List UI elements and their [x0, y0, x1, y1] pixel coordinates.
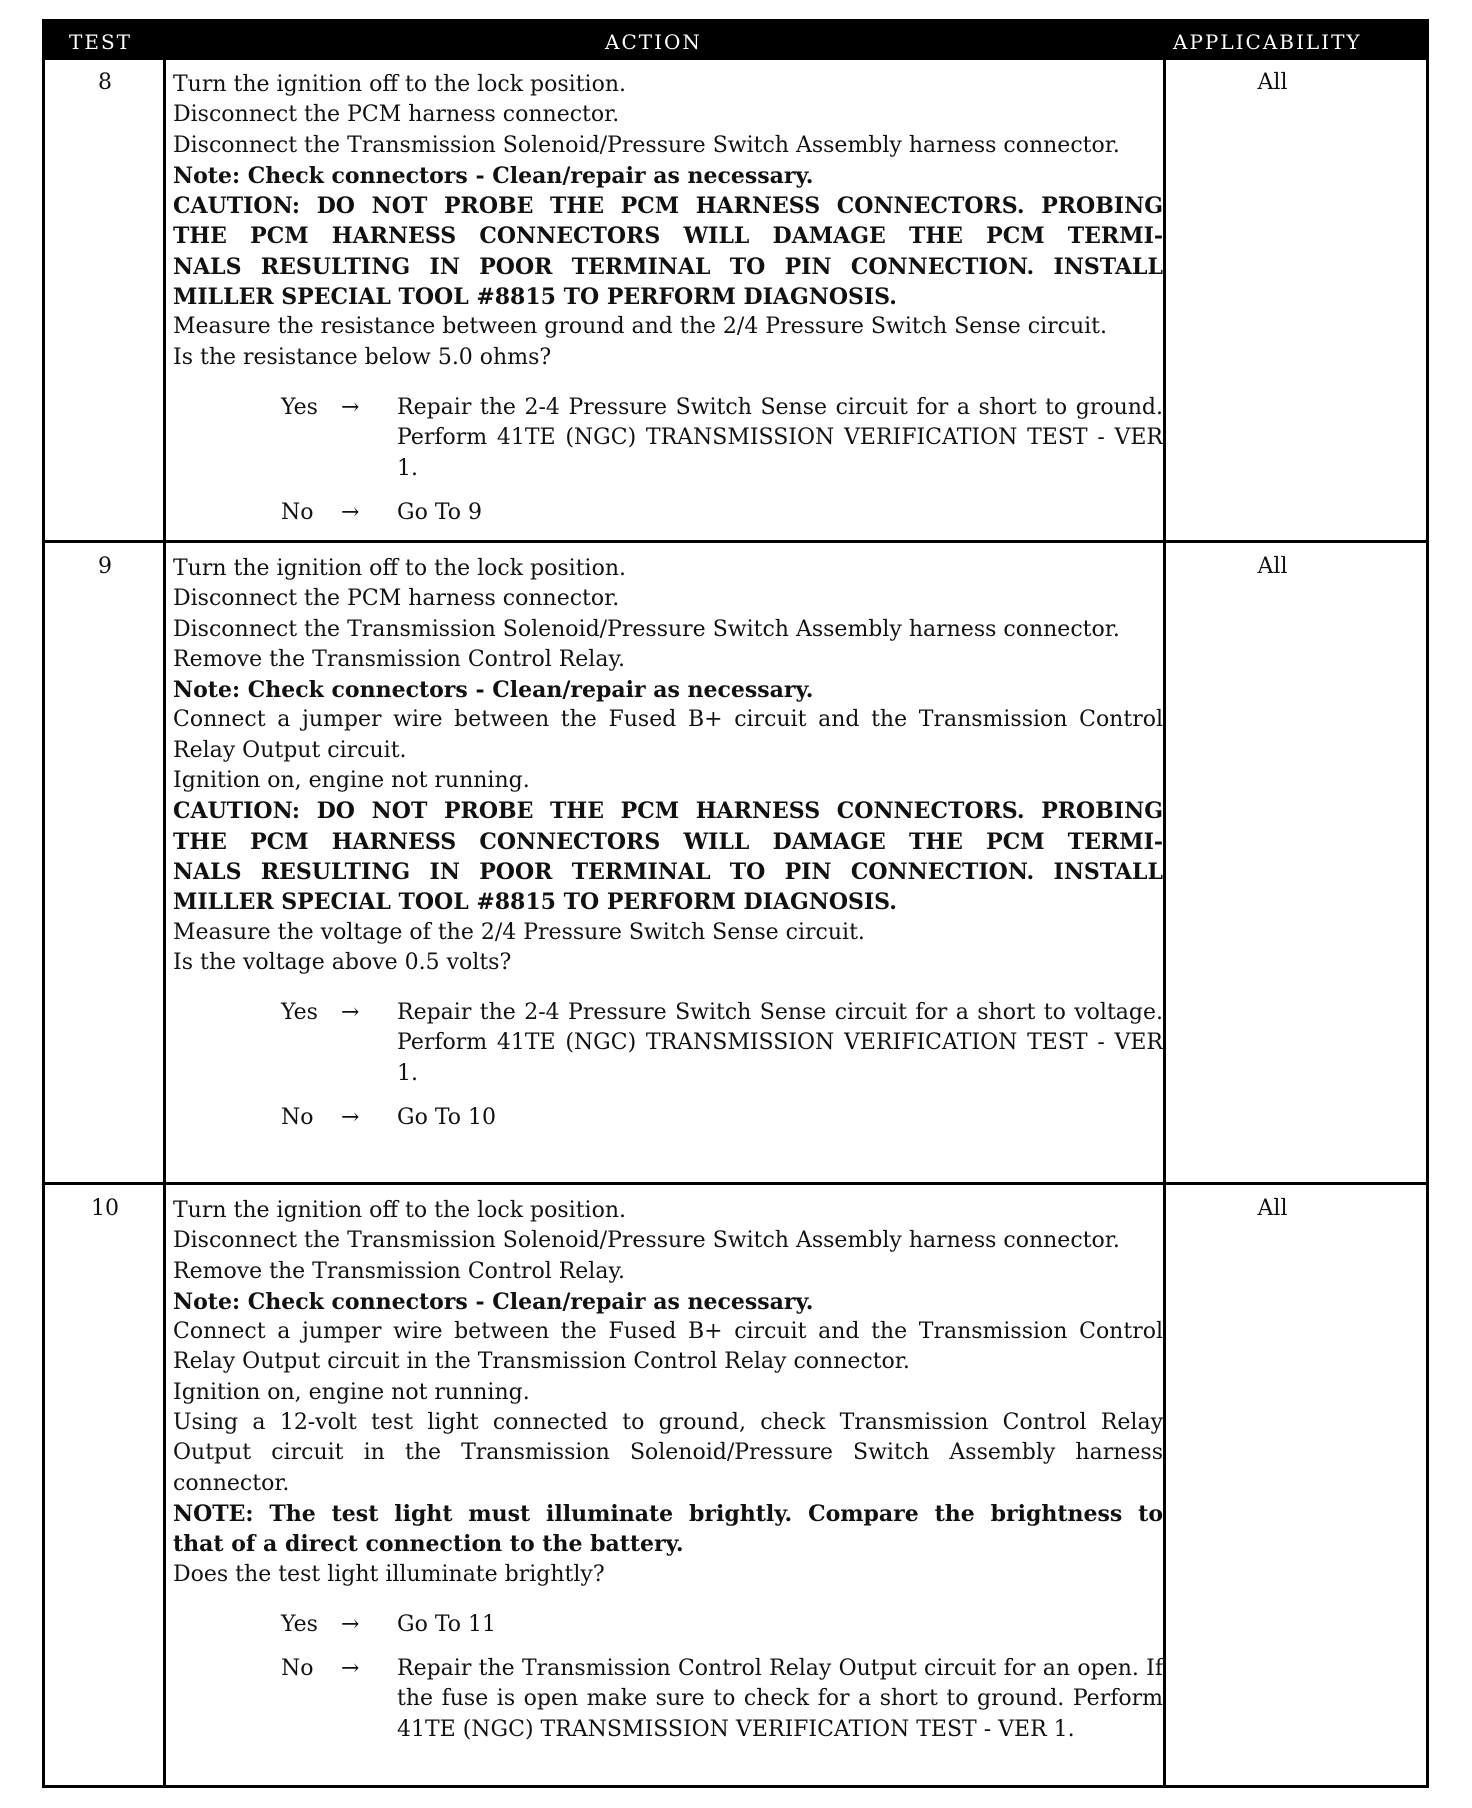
- yes-label: Yes: [281, 1611, 318, 1637]
- yes-result-text: Go To 11: [397, 1611, 497, 1637]
- row-divider: [45, 1182, 1426, 1185]
- caution-text: THE PCM HARNESS CONNECTORS WILL DAMAGE THE PCM TERMI-: [173, 828, 1163, 855]
- caution-text: MILLER SPECIAL TOOL #8815 TO PERFORM DIAGNOSIS.: [173, 889, 897, 916]
- applicability-value: All: [1257, 1196, 1288, 1221]
- step-text: Measure the voltage of the 2/4 Pressure Switch Sense circuit.: [173, 919, 865, 945]
- yes-result: [173, 393, 1163, 484]
- step-text: Turn the ignition off to the lock position.: [173, 72, 626, 97]
- header-action: ACTION: [605, 30, 702, 54]
- step-text: Ignition on, engine not running.: [173, 1379, 530, 1405]
- header-applicability: APPLICABILITY: [1173, 30, 1362, 54]
- no-label: No: [281, 499, 314, 525]
- note-text: Note: Check connectors - Clean/repair as necessary.: [173, 1288, 814, 1315]
- step-text: Disconnect the Transmission Solenoid/Pressure Switch Assembly harness connector.: [173, 132, 1120, 158]
- column-divider: [163, 60, 166, 1785]
- step-text: Relay Output circuit in the Transmission Control Relay connector.: [173, 1349, 910, 1375]
- step-text: Disconnect the PCM harness connector.: [173, 586, 620, 612]
- test-action-9: [173, 554, 1163, 1133]
- test-action-8: [173, 70, 1163, 528]
- test-number: 8: [98, 70, 112, 95]
- note-text: Note: Check connectors - Clean/repair as necessary.: [173, 677, 814, 704]
- test-number: 10: [91, 1196, 119, 1221]
- column-divider: [1163, 60, 1166, 1785]
- applicability-value: All: [1257, 70, 1288, 95]
- step-text: connector.: [173, 1470, 290, 1496]
- no-label: No: [281, 1656, 314, 1682]
- yes-label: Yes: [281, 394, 318, 420]
- step-text: Remove the Transmission Control Relay.: [173, 646, 625, 672]
- step-text: Disconnect the Transmission Solenoid/Pressure Switch Assembly harness connector.: [173, 616, 1120, 642]
- arrow-icon: →: [341, 1611, 360, 1637]
- no-result: [173, 1654, 1163, 1745]
- caution-text: THE PCM HARNESS CONNECTORS WILL DAMAGE THE PCM TERMI-: [173, 223, 1163, 250]
- no-label: No: [281, 1105, 314, 1131]
- arrow-icon: →: [341, 1105, 360, 1131]
- yes-result-text: Repair the 2-4 Pressure Switch Sense circuit for a short to ground. Perform 41TE (NGC) TRANSMISSION VERIFICATION TEST - VER 1.: [397, 394, 1163, 481]
- note-text: Note: Check connectors - Clean/repair as necessary.: [173, 162, 814, 189]
- arrow-icon: →: [341, 499, 360, 525]
- question-text: Does the test light illuminate brightly?: [173, 1561, 605, 1587]
- no-result: [173, 498, 1163, 528]
- step-text: Disconnect the Transmission Solenoid/Pressure Switch Assembly harness connector.: [173, 1228, 1120, 1254]
- applicability-value: All: [1257, 554, 1288, 579]
- step-text: Disconnect the PCM harness connector.: [173, 102, 620, 128]
- no-result-text: Repair the Transmission Control Relay Output circuit for an open. If the fuse is open make sure to check for a short to ground. Perform 41TE (NGC) TRANSMISSION VERIFICATION TEST - VER 1.: [397, 1656, 1163, 1742]
- test-action-10: [173, 1196, 1163, 1745]
- step-text: Measure the resistance between ground and the 2/4 Pressure Switch Sense circuit.: [173, 314, 1107, 340]
- yes-result: [173, 998, 1163, 1089]
- arrow-icon: →: [341, 1000, 360, 1026]
- step-text: Turn the ignition off to the lock position.: [173, 1198, 626, 1223]
- step-text: Connect a jumper wire between the Fused B+ circuit and the Transmission Control: [173, 1319, 1163, 1345]
- caution-text: NALS RESULTING IN POOR TERMINAL TO PIN CONNECTION. INSTALL: [173, 253, 1163, 280]
- yes-label: Yes: [281, 1000, 318, 1026]
- arrow-icon: →: [341, 1656, 360, 1682]
- note-text: that of a direct connection to the battery.: [173, 1531, 684, 1558]
- caution-text: NALS RESULTING IN POOR TERMINAL TO PIN CONNECTION. INSTALL: [173, 858, 1163, 885]
- question-text: Is the voltage above 0.5 volts?: [173, 949, 512, 975]
- header-test: TEST: [69, 30, 132, 54]
- step-text: Output circuit in the Transmission Solenoid/Pressure Switch Assembly harness: [173, 1440, 1163, 1466]
- caution-text: MILLER SPECIAL TOOL #8815 TO PERFORM DIAGNOSIS.: [173, 284, 897, 311]
- yes-result-text: Repair the 2-4 Pressure Switch Sense circuit for a short to voltage. Perform 41TE (NGC) TRANSMISSION VERIFICATION TEST - VER 1.: [397, 1000, 1163, 1086]
- table-header: [45, 22, 1426, 60]
- no-result-text: Go To 9: [397, 499, 483, 525]
- caution-text: CAUTION: DO NOT PROBE THE PCM HARNESS CONNECTORS. PROBING: [173, 193, 1163, 220]
- no-result-text: Go To 10: [397, 1105, 497, 1131]
- step-text: Relay Output circuit.: [173, 737, 407, 763]
- step-text: Using a 12-volt test light connected to ground, check Transmission Control Relay: [173, 1410, 1163, 1436]
- row-divider: [45, 540, 1426, 543]
- note-text: NOTE: The test light must illuminate brightly. Compare the brightness to: [173, 1500, 1163, 1527]
- yes-result: [173, 1610, 1163, 1640]
- step-text: Connect a jumper wire between the Fused B+ circuit and the Transmission Control: [173, 707, 1163, 733]
- step-text: Turn the ignition off to the lock position.: [173, 556, 626, 581]
- question-text: Is the resistance below 5.0 ohms?: [173, 344, 552, 370]
- no-result: [173, 1103, 1163, 1133]
- diagnostic-table: [42, 19, 1429, 1788]
- step-text: Ignition on, engine not running.: [173, 768, 530, 794]
- caution-text: CAUTION: DO NOT PROBE THE PCM HARNESS CONNECTORS. PROBING: [173, 798, 1163, 825]
- step-text: Remove the Transmission Control Relay.: [173, 1258, 625, 1284]
- arrow-icon: →: [341, 394, 360, 420]
- test-number: 9: [98, 554, 112, 579]
